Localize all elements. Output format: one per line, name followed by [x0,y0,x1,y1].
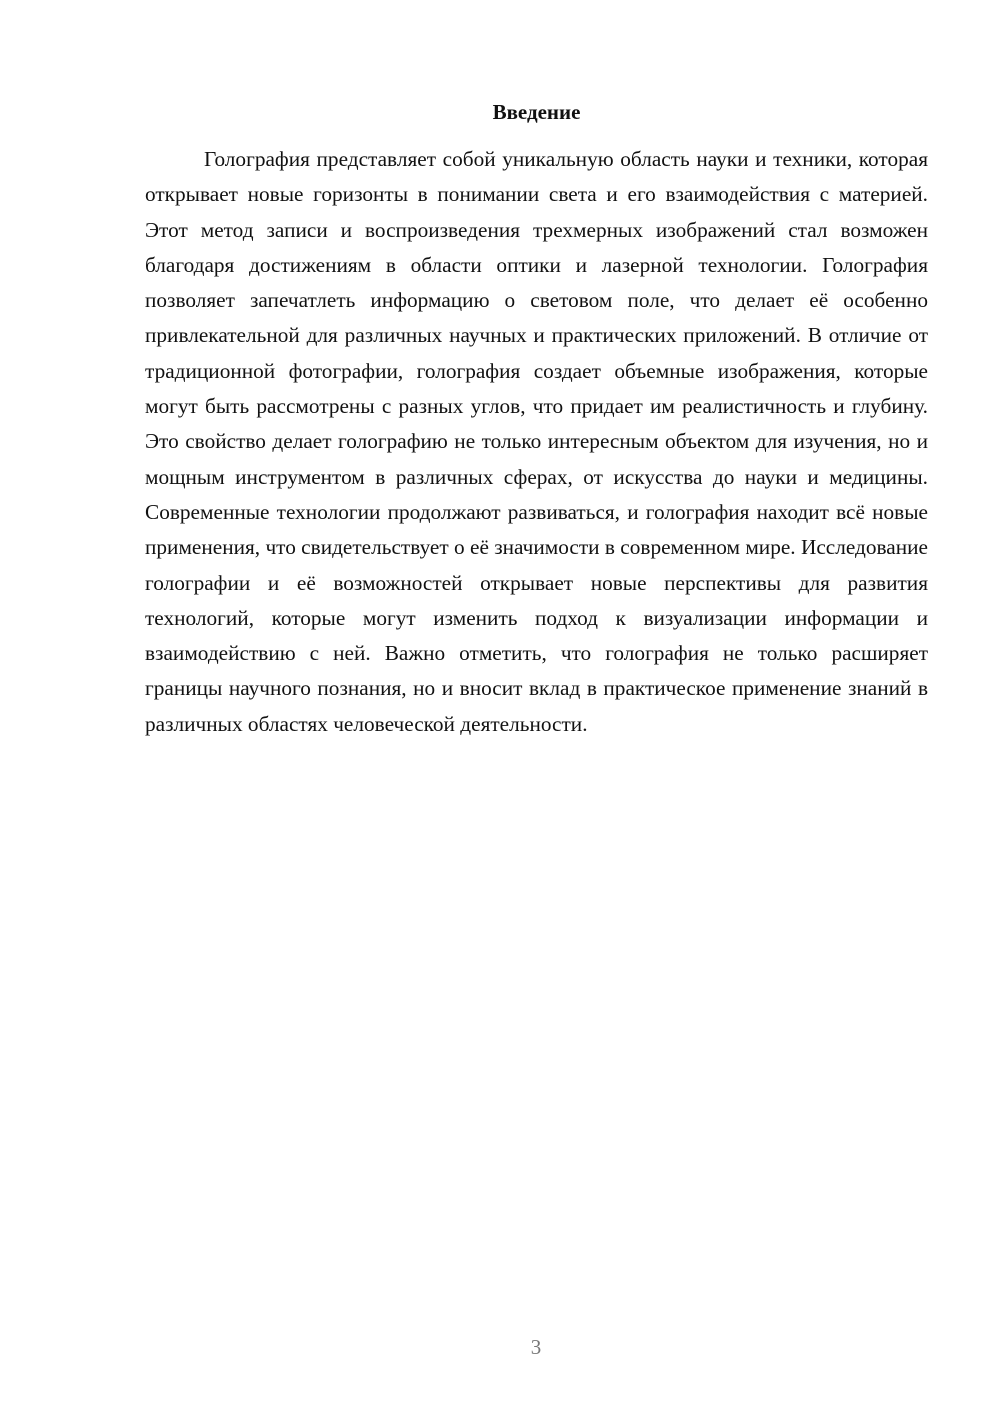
page-number: 3 [530,1335,542,1359]
section-heading: Введение [492,100,581,124]
body-paragraph: Голография представляет собой уникальную область науки и техники, которая открывает новые горизонты в понимании света и его взаимодействия с материей. Этот метод записи и воспроизведения трехмерных изображений стал возможен благодаря достижениям в области оптики и лазерной технологии. Голография позволяет запечатлеть информацию о световом поле, что делает её особенно привлекательной для различных научных и практических приложений. В отличие от традиционной фотографии, голография создает объемные изображения, которые могут быть рассмотрены с разных углов, что придает им реалистичность и глубину. Это свойство делает голографию не только интересным объектом для изучения, но и мощным инструментом в различных сферах, от искусства до науки и медицины. Современные технологии продолжают развиваться, и голография находит всё новые применения, что свидетельствует о её значимости в современном мире. Исследование голографии и её возможностей открывает новые перспективы для развития технологий, которые могут изменить подход к визуализации информации и взаимодействию с ней. Важно отметить, что голография не только расширяет границы научного познания, но и вносит вклад в практическое применение знаний в различных областях человеческой деятельности. [145,147,928,736]
